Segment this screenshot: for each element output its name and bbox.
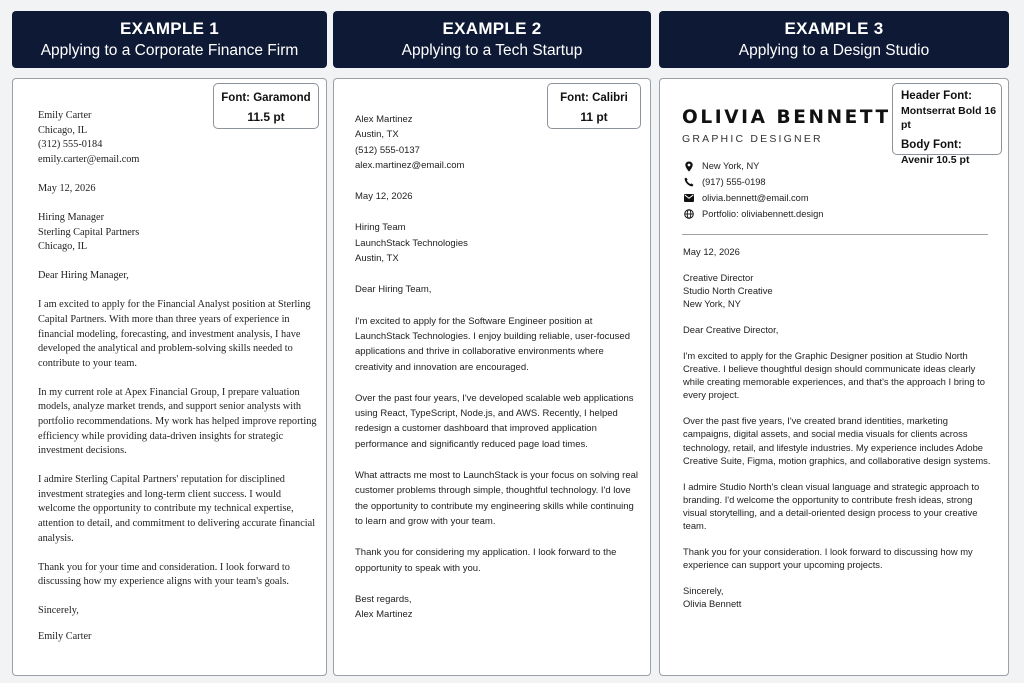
divider [682,234,988,235]
sender-phone: (312) 555-0184 [38,139,103,151]
example-label: EXAMPLE 3 [784,19,884,38]
example-subtitle: Applying to a Tech Startup [401,42,583,59]
letter-body [683,245,994,623]
example-2-banner [333,11,651,68]
contact-row [683,158,823,174]
contact-text: Portfolio: oliviabennett.design [702,209,824,219]
sender-block [38,109,318,167]
recipient-line: LaunchStack Technologies [355,237,468,249]
contact-text: New York, NY [702,161,760,171]
letter-date: May 12, 2026 [355,191,413,203]
cover-letter-2 [333,78,651,676]
sender-city: Chicago, IL [38,124,88,136]
signature: Olivia Bennett [683,598,742,610]
letter-paragraph: I'm excited to apply for the Graphic Designer position at Studio North Creative. I believe thoughtful design should communicate ideas clearly while creating memorable experiences, and that's the approach I bring to every project. [683,349,985,401]
cover-letter-1 [12,78,327,676]
location-pin-icon [683,160,695,172]
globe-icon [683,208,695,220]
salutation: Dear Hiring Team, [355,284,432,296]
font-note-line: Font: Calibri [560,92,628,104]
example-subtitle: Applying to a Design Studio [738,42,930,59]
contact-text: (917) 555-0198 [702,177,766,187]
recipient-line: Creative Director [683,271,754,283]
letter-paragraph: I admire Studio North's clean visual language and strategic approach to branding. I'd welcome the opportunity to contribute fresh ideas, strong visual storytelling, and a detail-oriented design process to your creative team. [683,480,980,532]
example-3-column [659,11,1009,610]
recipient-line: New York, NY [683,298,741,310]
recipient-line: Austin, TX [355,253,399,265]
example-2-column [333,11,651,621]
letter-body [355,112,640,638]
letterhead [682,106,891,145]
font-note-line: Body Font: [901,139,962,151]
letter-date: May 12, 2026 [683,246,740,257]
contact-text: olivia.bennett@email.com [702,193,809,203]
letter-paragraph: Thank you for considering my application. I look forward to the opportunity to speak with you. [355,547,617,574]
font-note-line: Avenir 10.5 pt [901,154,970,166]
letter-paragraph: Thank you for your consideration. I look forward to discussing how my experience can support your upcoming projects. [683,546,973,571]
signature: Alex Martinez [355,609,413,621]
example-label: EXAMPLE 1 [119,19,220,38]
contact-row [683,174,823,190]
recipient-line: Sterling Capital Partners [38,226,140,238]
sender-block [355,112,640,173]
recipient-line: Studio North Creative [683,285,773,296]
font-note-line: Montserrat Bold 16 pt [901,105,997,131]
closing: Sincerely, [683,585,724,597]
phone-icon [683,176,695,188]
closing: Best regards, [355,593,412,605]
cover-letter-3 [659,78,1009,676]
font-note-line: Header Font: [901,90,972,102]
letter-paragraph: I am excited to apply for the Financial Analyst position at Sterling Capital Partners. With more than three years of experience in financial modeling, forecasting, and investment analysis, I have developed the analytical and problem-solving skills needed to contribute to your team. [38,299,311,369]
recipient-block [38,211,318,255]
example-1-column [12,11,327,643]
letter-paragraph: Over the past five years, I've created brand identities, marketing campaigns, digital assets, and social media visuals for clients across technology, retail, and lifestyle industries. My experience includes Adobe Creative Suite, Figma, motion graphics, and collaborative design systems. [683,415,991,466]
salutation: Dear Hiring Manager, [38,270,129,282]
example-3-banner [659,11,1009,68]
example-label: EXAMPLE 2 [442,19,542,38]
font-note-line: 11 pt [580,110,608,124]
contact-row [683,206,823,222]
recipient-block [683,271,994,311]
applicant-name: OLIVIA BENNETT [682,107,891,128]
letter-paragraph: I'm excited to apply for the Software Engineer position at LaunchStack Technologies. I enjoy building reliable, user-focused applications and thrive in collaborative environments where creativity and innovation are encouraged. [355,315,630,373]
sender-email: emily.carter@email.com [38,153,140,165]
letter-paragraph: Over the past four years, I've developed scalable web applications using React, TypeScript, Node.js, and AWS. Recently, I helped redesign a customer dashboard that improved application performance and significantly reduced page load times. [355,392,634,450]
signature: Emily Carter [38,631,92,643]
letter-paragraph: What attracts me most to LaunchStack is your focus on solving real customer problems through simple, thoughtful technology. I'd love the opportunity to contribute my engineering skills while continuing to learn and grow with your team. [355,470,639,527]
recipient-line: Hiring Manager [38,211,105,223]
font-note-line: Font: Garamond [221,92,311,104]
sender-phone: (512) 555-0137 [355,144,420,156]
letter-paragraph: In my current role at Apex Financial Group, I prepare valuation models, analyze market trends, and support senior analysts with portfolio recommendations. My work has helped improve reporting efficiency while providing data-driven insights for strategic investment decisions. [38,386,317,457]
closing-block [355,592,640,623]
sender-city: Austin, TX [355,129,399,141]
recipient-line: Hiring Team [355,222,406,234]
font-note-box [892,83,1002,166]
example-subtitle: Applying to a Corporate Finance Firm [40,42,299,59]
letter-paragraph: Thank you for your time and consideration. I look forward to discussing how my experience aligns with your team's goals. [38,561,290,588]
closing-block [683,584,994,610]
contact-list [683,158,823,222]
letter-body [38,109,318,659]
contact-row [683,190,823,206]
salutation: Dear Creative Director, [683,324,779,335]
closing: Sincerely, [38,605,79,617]
letter-paragraph: I admire Sterling Capital Partners' reputation for disciplined investment strategies and long-term client success. I would welcome the opportunity to contribute my technical expertise, attention to detail, and commitment to delivering accurate financial analysis. [38,474,316,544]
recipient-line: Chicago, IL [38,241,88,253]
applicant-title: GRAPHIC DESIGNER [682,133,823,145]
font-note-line: 11.5 pt [247,110,285,124]
sender-email: alex.martinez@email.com [355,159,465,171]
sender-name: Emily Carter [38,110,92,121]
envelope-icon [683,192,695,204]
sender-name: Alex Martinez [355,114,413,125]
recipient-block [355,220,640,266]
example-1-banner [12,11,327,68]
letter-date: May 12, 2026 [38,182,96,194]
